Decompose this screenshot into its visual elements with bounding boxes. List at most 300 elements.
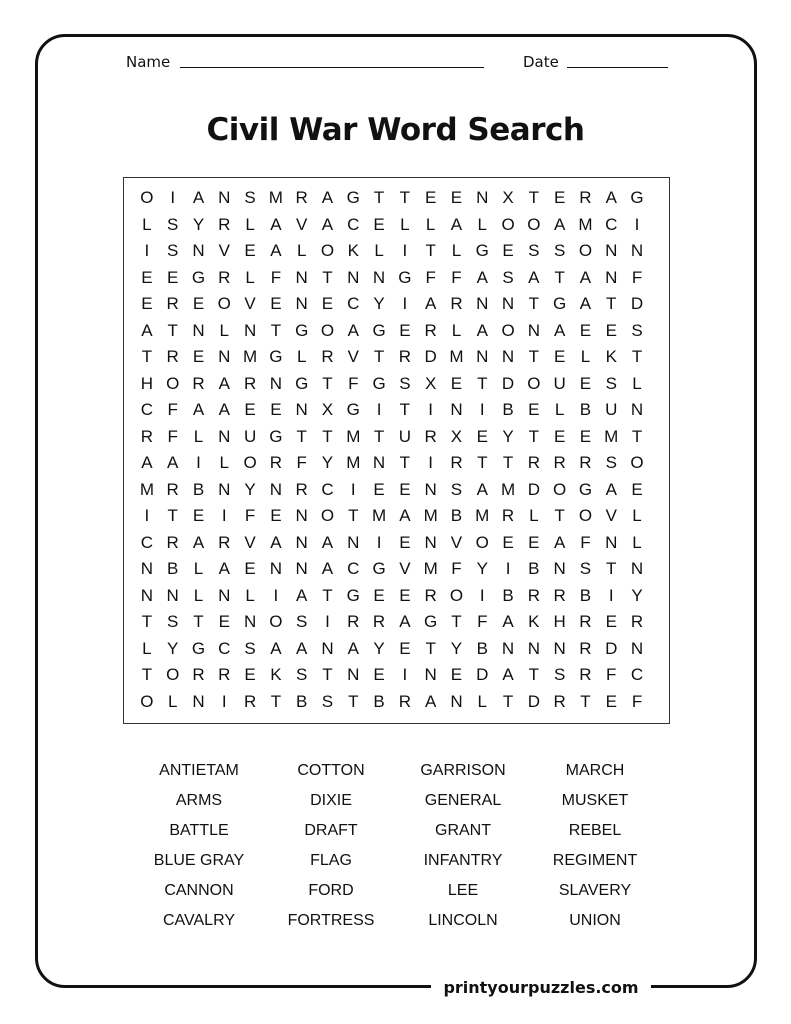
grid-cell[interactable]: N bbox=[192, 691, 205, 711]
grid-cell[interactable]: E bbox=[579, 426, 592, 446]
grid-cell[interactable]: E bbox=[399, 479, 411, 499]
grid-cell[interactable]: E bbox=[373, 585, 385, 605]
grid-cell[interactable]: S bbox=[296, 665, 308, 684]
grid-cell[interactable]: G bbox=[372, 373, 386, 393]
grid-cell[interactable]: R bbox=[553, 585, 566, 605]
grid-cell[interactable]: N bbox=[450, 400, 463, 419]
grid-cell[interactable]: M bbox=[423, 506, 438, 525]
grid-cell[interactable]: L bbox=[245, 267, 255, 287]
grid-cell[interactable]: M bbox=[500, 479, 516, 499]
grid-cell[interactable]: L bbox=[142, 214, 152, 234]
grid-cell[interactable]: O bbox=[166, 665, 180, 684]
grid-cell[interactable]: E bbox=[553, 347, 566, 366]
grid-cell[interactable]: N bbox=[424, 532, 437, 552]
grid-cell[interactable]: N bbox=[605, 267, 618, 287]
grid-cell[interactable]: R bbox=[424, 426, 437, 446]
grid-cell[interactable]: A bbox=[553, 214, 566, 234]
grid-cell[interactable]: A bbox=[218, 400, 230, 419]
grid-cell[interactable]: A bbox=[605, 188, 617, 207]
grid-cell[interactable]: D bbox=[605, 638, 618, 658]
grid-cell[interactable]: D bbox=[630, 294, 644, 313]
grid-cell[interactable]: F bbox=[167, 400, 178, 419]
grid-cell[interactable]: N bbox=[140, 585, 154, 605]
grid-cell[interactable]: S bbox=[553, 665, 566, 684]
grid-cell[interactable]: R bbox=[295, 188, 308, 207]
grid-cell[interactable]: C bbox=[347, 559, 360, 578]
grid-cell[interactable]: L bbox=[632, 532, 642, 552]
grid-cell[interactable]: M bbox=[243, 347, 258, 366]
grid-cell[interactable]: L bbox=[167, 691, 178, 711]
grid-cell[interactable]: E bbox=[167, 267, 179, 287]
grid-cell[interactable]: A bbox=[502, 612, 514, 631]
grid-cell[interactable]: M bbox=[268, 188, 283, 207]
grid-cell[interactable]: A bbox=[321, 214, 334, 234]
grid-cell[interactable]: G bbox=[372, 559, 386, 578]
grid-cell[interactable]: U bbox=[553, 373, 566, 393]
grid-cell[interactable]: G bbox=[475, 241, 489, 260]
grid-cell[interactable]: F bbox=[296, 453, 307, 472]
grid-cell[interactable]: A bbox=[141, 320, 153, 340]
grid-cell[interactable]: N bbox=[630, 559, 644, 578]
grid-cell[interactable]: K bbox=[605, 347, 617, 366]
grid-cell[interactable]: N bbox=[501, 294, 515, 313]
grid-cell[interactable]: N bbox=[605, 241, 618, 260]
grid-cell[interactable]: G bbox=[398, 267, 412, 287]
grid-cell[interactable]: N bbox=[295, 559, 308, 578]
grid-cell[interactable]: T bbox=[322, 585, 333, 605]
grid-cell[interactable]: T bbox=[477, 453, 488, 472]
grid-cell[interactable]: V bbox=[244, 294, 256, 313]
grid-cell[interactable]: R bbox=[192, 373, 205, 393]
grid-cell[interactable]: U bbox=[398, 426, 411, 446]
grid-cell[interactable]: R bbox=[527, 585, 540, 605]
grid-cell[interactable]: M bbox=[346, 453, 361, 472]
grid-cell[interactable]: E bbox=[528, 400, 540, 419]
grid-cell[interactable]: M bbox=[139, 479, 154, 499]
grid-cell[interactable]: T bbox=[631, 426, 643, 446]
grid-cell[interactable]: N bbox=[218, 188, 231, 207]
grid-cell[interactable]: B bbox=[528, 559, 540, 578]
grid-cell[interactable]: L bbox=[529, 506, 539, 525]
grid-cell[interactable]: I bbox=[350, 479, 356, 499]
grid-cell[interactable]: Y bbox=[476, 559, 488, 578]
grid-cell[interactable]: L bbox=[219, 453, 230, 472]
grid-cell[interactable]: L bbox=[374, 241, 384, 260]
grid-cell[interactable]: N bbox=[269, 479, 283, 499]
grid-cell[interactable]: T bbox=[322, 373, 333, 393]
grid-cell[interactable]: I bbox=[634, 214, 640, 234]
grid-cell[interactable]: A bbox=[270, 214, 282, 234]
grid-cell[interactable]: I bbox=[376, 400, 382, 419]
grid-cell[interactable]: A bbox=[321, 532, 334, 552]
grid-cell[interactable]: O bbox=[527, 214, 541, 234]
grid-cell[interactable]: D bbox=[424, 347, 437, 366]
grid-cell[interactable]: S bbox=[167, 214, 179, 234]
grid-cell[interactable]: S bbox=[167, 241, 179, 260]
grid-cell[interactable]: R bbox=[450, 453, 463, 472]
grid-cell[interactable]: R bbox=[398, 691, 411, 711]
grid-cell[interactable]: Y bbox=[631, 585, 643, 605]
grid-cell[interactable]: S bbox=[244, 188, 256, 207]
grid-cell[interactable]: T bbox=[141, 347, 153, 366]
grid-cell[interactable]: O bbox=[320, 506, 335, 525]
grid-cell[interactable]: O bbox=[527, 373, 541, 393]
grid-cell[interactable]: E bbox=[424, 188, 437, 207]
grid-cell[interactable]: T bbox=[399, 400, 411, 419]
grid-cell[interactable]: L bbox=[477, 691, 487, 711]
grid-cell[interactable]: S bbox=[296, 612, 308, 631]
grid-cell[interactable]: O bbox=[166, 373, 180, 393]
grid-cell[interactable]: H bbox=[140, 373, 154, 393]
grid-cell[interactable]: R bbox=[243, 691, 257, 711]
grid-cell[interactable]: O bbox=[501, 214, 515, 234]
grid-cell[interactable]: L bbox=[296, 347, 307, 366]
grid-cell[interactable]: O bbox=[140, 691, 154, 711]
grid-cell[interactable]: I bbox=[479, 400, 485, 419]
grid-cell[interactable]: L bbox=[554, 400, 565, 419]
grid-cell[interactable]: E bbox=[270, 506, 282, 525]
grid-cell[interactable]: T bbox=[193, 612, 204, 631]
name-field[interactable] bbox=[180, 67, 484, 68]
grid-cell[interactable]: I bbox=[170, 188, 176, 207]
grid-cell[interactable]: E bbox=[270, 400, 282, 419]
grid-cell[interactable]: V bbox=[399, 559, 411, 578]
grid-cell[interactable]: N bbox=[553, 638, 566, 658]
grid-cell[interactable]: L bbox=[296, 241, 307, 260]
grid-cell[interactable]: I bbox=[221, 691, 227, 711]
grid-cell[interactable]: T bbox=[373, 426, 385, 446]
grid-cell[interactable]: K bbox=[270, 665, 282, 684]
grid-cell[interactable]: R bbox=[450, 294, 463, 313]
grid-cell[interactable]: E bbox=[192, 506, 205, 525]
grid-cell[interactable]: L bbox=[245, 214, 255, 234]
grid-cell[interactable]: N bbox=[243, 320, 257, 340]
grid-cell[interactable]: N bbox=[218, 426, 231, 446]
grid-cell[interactable]: E bbox=[528, 532, 540, 552]
grid-cell[interactable]: E bbox=[399, 532, 411, 552]
grid-cell[interactable]: S bbox=[167, 612, 179, 631]
grid-cell[interactable]: F bbox=[348, 373, 359, 393]
grid-cell[interactable]: T bbox=[270, 691, 282, 711]
grid-cell[interactable]: T bbox=[554, 267, 565, 287]
grid-cell[interactable]: E bbox=[579, 320, 592, 340]
grid-cell[interactable]: T bbox=[399, 453, 411, 472]
grid-cell[interactable]: R bbox=[579, 453, 592, 472]
grid-cell[interactable]: E bbox=[631, 479, 643, 499]
grid-cell[interactable]: G bbox=[191, 638, 206, 658]
grid-cell[interactable]: T bbox=[606, 294, 617, 313]
grid-cell[interactable]: K bbox=[347, 241, 359, 260]
grid-cell[interactable]: G bbox=[346, 188, 360, 207]
grid-cell[interactable]: X bbox=[321, 400, 334, 419]
grid-cell[interactable]: T bbox=[502, 453, 514, 472]
grid-cell[interactable]: G bbox=[630, 188, 644, 207]
grid-cell[interactable]: R bbox=[192, 665, 205, 684]
grid-cell[interactable]: R bbox=[321, 347, 334, 366]
grid-cell[interactable]: G bbox=[191, 267, 206, 287]
grid-cell[interactable]: R bbox=[579, 612, 592, 631]
grid-cell[interactable]: E bbox=[399, 585, 411, 605]
grid-cell[interactable]: E bbox=[192, 294, 205, 313]
grid-cell[interactable]: C bbox=[140, 532, 154, 552]
grid-cell[interactable]: S bbox=[244, 638, 256, 658]
grid-cell[interactable]: I bbox=[273, 585, 279, 605]
grid-cell[interactable]: L bbox=[142, 638, 152, 658]
grid-cell[interactable]: D bbox=[476, 665, 489, 684]
grid-cell[interactable]: C bbox=[321, 479, 334, 499]
grid-cell[interactable]: T bbox=[528, 347, 540, 366]
grid-cell[interactable]: R bbox=[166, 479, 179, 499]
grid-cell[interactable]: L bbox=[193, 426, 204, 446]
grid-cell[interactable]: A bbox=[270, 241, 282, 260]
grid-cell[interactable]: G bbox=[295, 320, 309, 340]
grid-cell[interactable]: E bbox=[605, 691, 617, 711]
grid-cell[interactable]: B bbox=[296, 691, 308, 711]
grid-cell[interactable]: E bbox=[502, 241, 514, 260]
grid-cell[interactable]: A bbox=[270, 638, 282, 658]
grid-cell[interactable]: E bbox=[605, 612, 617, 631]
grid-cell[interactable]: L bbox=[219, 320, 230, 340]
grid-cell[interactable]: N bbox=[218, 347, 231, 366]
grid-cell[interactable]: V bbox=[605, 506, 617, 525]
grid-cell[interactable]: B bbox=[502, 400, 514, 419]
grid-cell[interactable]: O bbox=[501, 320, 515, 340]
grid-cell[interactable]: N bbox=[347, 267, 360, 287]
grid-cell[interactable]: N bbox=[347, 665, 360, 684]
grid-cell[interactable]: E bbox=[553, 426, 566, 446]
grid-cell[interactable]: A bbox=[192, 532, 205, 552]
grid-cell[interactable]: M bbox=[346, 426, 361, 446]
grid-cell[interactable]: V bbox=[347, 347, 359, 366]
grid-cell[interactable]: L bbox=[451, 320, 462, 340]
grid-cell[interactable]: B bbox=[450, 506, 463, 525]
grid-cell[interactable]: T bbox=[322, 665, 333, 684]
grid-cell[interactable]: C bbox=[347, 294, 360, 313]
grid-cell[interactable]: A bbox=[553, 532, 566, 552]
grid-cell[interactable]: F bbox=[167, 426, 178, 446]
grid-cell[interactable]: R bbox=[140, 426, 154, 446]
grid-cell[interactable]: R bbox=[553, 453, 566, 472]
grid-cell[interactable]: G bbox=[295, 373, 309, 393]
grid-cell[interactable]: L bbox=[425, 214, 436, 234]
grid-cell[interactable]: C bbox=[630, 665, 644, 684]
grid-cell[interactable]: A bbox=[270, 532, 282, 552]
grid-cell[interactable]: N bbox=[295, 532, 308, 552]
grid-cell[interactable]: R bbox=[424, 320, 437, 340]
grid-cell[interactable]: H bbox=[553, 612, 566, 631]
grid-cell[interactable]: N bbox=[347, 532, 360, 552]
grid-cell[interactable]: E bbox=[373, 214, 385, 234]
grid-cell[interactable]: E bbox=[244, 241, 256, 260]
grid-cell[interactable]: F bbox=[580, 532, 591, 552]
grid-cell[interactable]: A bbox=[347, 320, 359, 340]
grid-cell[interactable]: N bbox=[553, 559, 566, 578]
grid-cell[interactable]: S bbox=[399, 373, 411, 393]
grid-cell[interactable]: A bbox=[424, 691, 437, 711]
grid-cell[interactable]: A bbox=[399, 506, 411, 525]
grid-cell[interactable]: A bbox=[579, 267, 592, 287]
grid-cell[interactable]: T bbox=[554, 506, 565, 525]
grid-cell[interactable]: Y bbox=[373, 638, 385, 658]
grid-cell[interactable]: S bbox=[631, 320, 643, 340]
grid-cell[interactable]: F bbox=[631, 691, 643, 711]
grid-cell[interactable]: I bbox=[376, 532, 382, 552]
grid-cell[interactable]: T bbox=[322, 426, 333, 446]
grid-cell[interactable]: S bbox=[321, 691, 334, 711]
grid-cell[interactable]: X bbox=[450, 426, 463, 446]
grid-cell[interactable]: T bbox=[528, 188, 540, 207]
grid-cell[interactable]: I bbox=[479, 585, 485, 605]
grid-cell[interactable]: D bbox=[501, 373, 515, 393]
grid-cell[interactable]: O bbox=[630, 453, 644, 472]
grid-cell[interactable]: O bbox=[320, 320, 335, 340]
grid-cell[interactable]: O bbox=[475, 532, 489, 552]
grid-cell[interactable]: M bbox=[449, 347, 464, 366]
grid-cell[interactable]: R bbox=[295, 479, 308, 499]
grid-cell[interactable]: B bbox=[167, 559, 179, 578]
grid-cell[interactable]: L bbox=[193, 559, 204, 578]
grid-cell[interactable]: I bbox=[608, 585, 614, 605]
grid-cell[interactable]: N bbox=[269, 559, 283, 578]
grid-cell[interactable]: F bbox=[244, 506, 256, 525]
grid-cell[interactable]: Y bbox=[167, 638, 179, 658]
grid-cell[interactable]: O bbox=[578, 241, 593, 260]
grid-cell[interactable]: E bbox=[141, 267, 153, 287]
grid-cell[interactable]: C bbox=[140, 400, 154, 419]
grid-cell[interactable]: E bbox=[244, 665, 256, 684]
grid-cell[interactable]: L bbox=[477, 214, 487, 234]
grid-cell[interactable]: A bbox=[528, 267, 540, 287]
grid-cell[interactable]: E bbox=[502, 532, 514, 552]
grid-cell[interactable]: N bbox=[192, 320, 205, 340]
grid-cell[interactable]: T bbox=[167, 506, 178, 525]
grid-cell[interactable]: T bbox=[270, 320, 282, 340]
grid-cell[interactable]: F bbox=[477, 612, 488, 631]
grid-cell[interactable]: N bbox=[476, 188, 489, 207]
grid-cell[interactable]: A bbox=[476, 267, 488, 287]
grid-cell[interactable]: N bbox=[243, 612, 257, 631]
grid-cell[interactable]: E bbox=[450, 665, 463, 684]
grid-cell[interactable]: A bbox=[321, 188, 334, 207]
grid-cell[interactable]: B bbox=[373, 691, 385, 711]
grid-cell[interactable]: T bbox=[528, 294, 540, 313]
grid-cell[interactable]: T bbox=[322, 267, 333, 287]
grid-cell[interactable]: D bbox=[527, 691, 540, 711]
grid-cell[interactable]: R bbox=[553, 691, 566, 711]
grid-cell[interactable]: L bbox=[580, 347, 591, 366]
grid-cell[interactable]: A bbox=[347, 638, 359, 658]
grid-cell[interactable]: I bbox=[221, 506, 227, 525]
grid-cell[interactable]: T bbox=[580, 691, 591, 711]
grid-cell[interactable]: O bbox=[553, 479, 567, 499]
grid-cell[interactable]: N bbox=[476, 294, 489, 313]
grid-cell[interactable]: S bbox=[528, 241, 540, 260]
grid-cell[interactable]: D bbox=[527, 479, 540, 499]
grid-cell[interactable]: M bbox=[604, 426, 619, 446]
grid-cell[interactable]: O bbox=[140, 188, 154, 207]
grid-cell[interactable]: N bbox=[630, 400, 644, 419]
grid-cell[interactable]: L bbox=[632, 506, 642, 525]
grid-cell[interactable]: O bbox=[578, 506, 593, 525]
grid-cell[interactable]: F bbox=[606, 665, 617, 684]
grid-cell[interactable]: I bbox=[144, 241, 150, 260]
grid-cell[interactable]: V bbox=[218, 241, 230, 260]
grid-cell[interactable]: E bbox=[141, 294, 153, 313]
grid-cell[interactable]: S bbox=[605, 373, 617, 393]
grid-cell[interactable]: O bbox=[449, 585, 464, 605]
grid-cell[interactable]: R bbox=[630, 612, 644, 631]
grid-cell[interactable]: T bbox=[451, 612, 462, 631]
grid-cell[interactable]: A bbox=[502, 665, 514, 684]
grid-cell[interactable]: T bbox=[141, 665, 153, 684]
grid-cell[interactable]: A bbox=[476, 479, 488, 499]
grid-cell[interactable]: R bbox=[218, 267, 231, 287]
grid-cell[interactable]: V bbox=[450, 532, 463, 552]
grid-cell[interactable]: E bbox=[399, 638, 411, 658]
grid-cell[interactable]: S bbox=[605, 453, 617, 472]
grid-cell[interactable]: I bbox=[428, 400, 434, 419]
grid-cell[interactable]: T bbox=[141, 612, 153, 631]
grid-cell[interactable]: T bbox=[425, 241, 436, 260]
grid-cell[interactable]: N bbox=[501, 638, 515, 658]
grid-cell[interactable]: T bbox=[425, 638, 436, 658]
grid-cell[interactable]: T bbox=[528, 665, 540, 684]
grid-cell[interactable]: M bbox=[475, 506, 490, 525]
grid-cell[interactable]: R bbox=[372, 612, 386, 631]
grid-cell[interactable]: X bbox=[424, 373, 437, 393]
grid-cell[interactable]: L bbox=[193, 585, 204, 605]
grid-cell[interactable]: E bbox=[579, 373, 592, 393]
grid-cell[interactable]: E bbox=[605, 320, 617, 340]
grid-cell[interactable]: F bbox=[425, 267, 436, 287]
grid-cell[interactable]: N bbox=[321, 638, 334, 658]
grid-cell[interactable]: N bbox=[424, 479, 437, 499]
grid-cell[interactable]: C bbox=[347, 214, 360, 234]
grid-cell[interactable]: A bbox=[141, 453, 153, 472]
grid-cell[interactable]: N bbox=[424, 665, 437, 684]
grid-cell[interactable]: E bbox=[450, 188, 463, 207]
grid-cell[interactable]: B bbox=[476, 638, 488, 658]
grid-cell[interactable]: F bbox=[270, 267, 282, 287]
grid-cell[interactable]: N bbox=[527, 638, 540, 658]
grid-cell[interactable]: A bbox=[167, 453, 179, 472]
grid-cell[interactable]: V bbox=[244, 532, 256, 552]
grid-cell[interactable]: A bbox=[296, 638, 308, 658]
grid-cell[interactable]: A bbox=[553, 320, 566, 340]
grid-cell[interactable]: N bbox=[450, 691, 463, 711]
grid-cell[interactable]: R bbox=[347, 612, 360, 631]
grid-cell[interactable]: V bbox=[296, 214, 308, 234]
grid-cell[interactable]: N bbox=[295, 267, 308, 287]
grid-cell[interactable]: R bbox=[166, 294, 179, 313]
grid-cell[interactable]: T bbox=[296, 426, 307, 446]
grid-cell[interactable]: R bbox=[424, 585, 437, 605]
grid-cell[interactable]: A bbox=[424, 294, 437, 313]
grid-cell[interactable]: B bbox=[192, 479, 205, 499]
grid-cell[interactable]: Y bbox=[192, 214, 205, 234]
grid-cell[interactable]: G bbox=[346, 400, 360, 419]
grid-cell[interactable]: O bbox=[243, 453, 257, 472]
grid-cell[interactable]: R bbox=[527, 453, 540, 472]
grid-cell[interactable]: E bbox=[218, 612, 230, 631]
grid-cell[interactable]: E bbox=[399, 320, 411, 340]
grid-cell[interactable]: E bbox=[373, 479, 385, 499]
grid-cell[interactable]: L bbox=[245, 585, 255, 605]
grid-cell[interactable]: N bbox=[476, 347, 489, 366]
grid-cell[interactable]: I bbox=[505, 559, 511, 578]
grid-cell[interactable]: S bbox=[450, 479, 463, 499]
grid-cell[interactable]: M bbox=[423, 559, 438, 578]
